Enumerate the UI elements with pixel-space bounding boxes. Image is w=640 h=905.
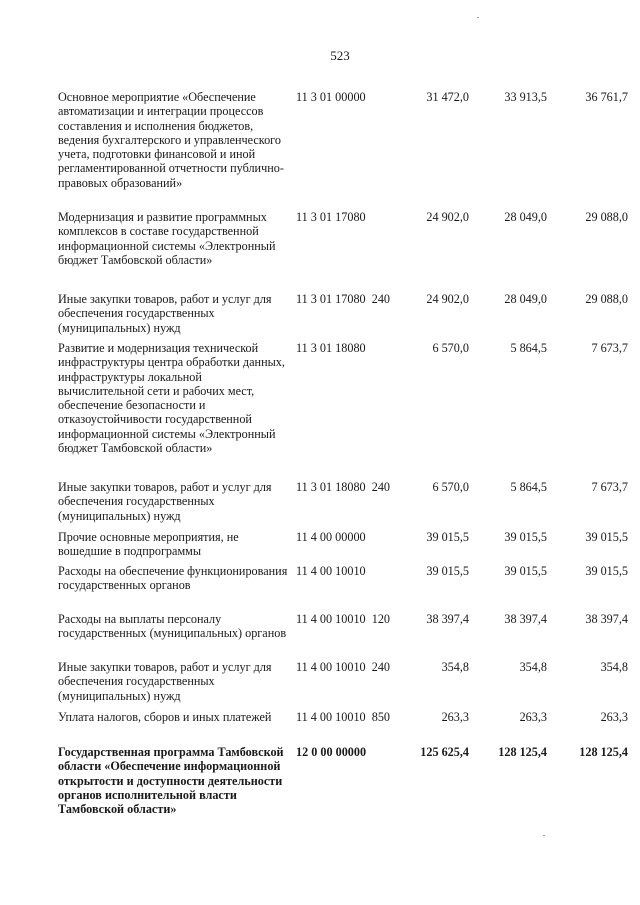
- row-value-1: 6 570,0: [432, 341, 469, 355]
- row-code: 11 4 00 10010 850: [296, 710, 391, 724]
- scan-speck: [477, 17, 479, 18]
- row-value-3: 36 761,7: [585, 90, 628, 104]
- row-value-2: 354,8: [519, 660, 547, 674]
- row-value-2: 128 125,4: [498, 745, 547, 759]
- row-name: Расходы на обеспечение функционирования государственных органов: [58, 564, 288, 593]
- row-value-2: 28 049,0: [504, 210, 547, 224]
- row-value-1: 39 015,5: [426, 530, 469, 544]
- row-code: 11 4 00 00000: [296, 530, 366, 544]
- row-value-1: 125 625,4: [420, 745, 469, 759]
- row-value-2: 39 015,5: [504, 564, 547, 578]
- row-code: 12 0 00 00000: [296, 745, 367, 759]
- row-name: Уплата налогов, сборов и иных платежей: [58, 710, 272, 724]
- row-name: Расходы на выплаты персоналу государственных (муниципальных) органов: [58, 612, 287, 641]
- row-code: 11 3 01 18080 240: [296, 480, 391, 494]
- row-value-2: 38 397,4: [504, 612, 547, 626]
- row-value-3: 29 088,0: [585, 292, 628, 306]
- row-value-1: 31 472,0: [426, 90, 469, 104]
- row-value-3: 7 673,7: [591, 480, 628, 494]
- row-value-3: 354,8: [600, 660, 628, 674]
- row-value-3: 39 015,5: [585, 530, 628, 544]
- row-value-2: 5 864,5: [510, 341, 547, 355]
- row-value-3: 29 088,0: [585, 210, 628, 224]
- row-value-2: 28 049,0: [504, 292, 547, 306]
- row-name: Государственная программа Тамбовской области «Обеспечение информационной открытости и доступности деятельности органов исполнительной власти Тамбовской области»: [58, 745, 284, 817]
- row-code: 11 3 01 17080: [296, 210, 366, 224]
- row-name: Иные закупки товаров, работ и услуг для обеспечения государственных (муниципальных) нужд: [58, 480, 272, 523]
- scan-speck: [543, 835, 545, 836]
- row-value-1: 6 570,0: [432, 480, 469, 494]
- row-value-3: 128 125,4: [579, 745, 628, 759]
- row-code: 11 3 01 00000: [296, 90, 366, 104]
- row-value-3: 38 397,4: [585, 612, 628, 626]
- row-name: Прочие основные мероприятия, не вошедшие в подпрограммы: [58, 530, 239, 559]
- row-code: 11 3 01 18080: [296, 341, 366, 355]
- row-value-2: 5 864,5: [510, 480, 547, 494]
- row-name: Основное мероприятие «Обеспечение автоматизации и интеграции процессов составления и исполнения бюджетов, ведения бухгалтерского и управленческого учета, подготовки финансовой и иной регламентированной отчетности публично-правовых образований»: [58, 90, 284, 190]
- row-value-1: 39 015,5: [426, 564, 469, 578]
- row-name: Развитие и модернизация технической инфраструктуры центра обработки данных, инфраструктуры локальной вычислительной сети и рабочих мест, обеспечение безопасности и отказоустойчивости государственной информационной системы «Электронный бюджет Тамбовской области»: [58, 341, 285, 456]
- row-code: 11 4 00 10010: [296, 564, 366, 578]
- row-value-1: 24 902,0: [426, 210, 469, 224]
- row-name: Модернизация и развитие программных комплексов в составе государственной информационной системы «Электронный бюджет Тамбовской области»: [58, 210, 276, 267]
- row-value-1: 24 902,0: [426, 292, 469, 306]
- row-value-3: 263,3: [600, 710, 628, 724]
- row-code: 11 3 01 17080 240: [296, 292, 391, 306]
- row-value-1: 354,8: [441, 660, 469, 674]
- row-code: 11 4 00 10010 120: [296, 612, 391, 626]
- page-number: 523: [330, 48, 350, 63]
- row-value-3: 7 673,7: [591, 341, 628, 355]
- row-value-3: 39 015,5: [585, 564, 628, 578]
- row-value-2: 39 015,5: [504, 530, 547, 544]
- row-code: 11 4 00 10010 240: [296, 660, 391, 674]
- row-value-1: 38 397,4: [426, 612, 469, 626]
- row-value-2: 33 913,5: [504, 90, 547, 104]
- row-value-2: 263,3: [519, 710, 547, 724]
- row-name: Иные закупки товаров, работ и услуг для обеспечения государственных (муниципальных) нужд: [58, 660, 272, 703]
- row-value-1: 263,3: [441, 710, 469, 724]
- row-name: Иные закупки товаров, работ и услуг для обеспечения государственных (муниципальных) нужд: [58, 292, 272, 335]
